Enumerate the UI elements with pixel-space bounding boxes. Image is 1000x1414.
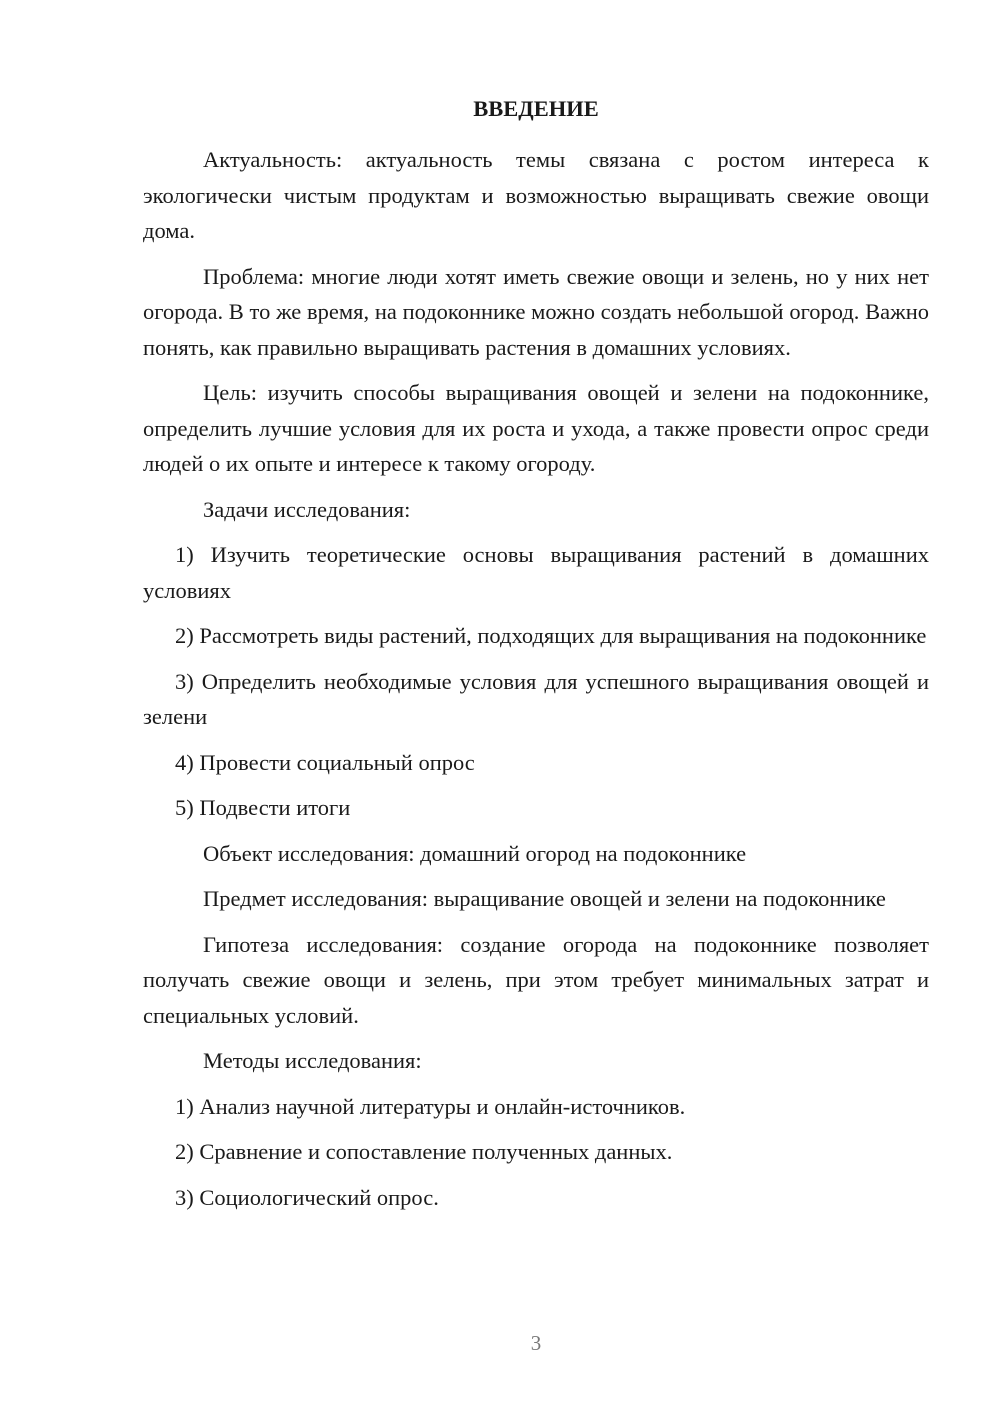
subject-paragraph: Предмет исследования: выращивание овощей и зелени на подоконнике bbox=[203, 886, 886, 911]
actuality-paragraph: Актуальность: актуальность темы связана с ростом интереса к экологически чистым продуктам и возможностью выращивать свежие овощи дома. bbox=[143, 147, 929, 243]
object-paragraph: Объект исследования: домашний огород на подоконнике bbox=[203, 840, 747, 866]
hypothesis-paragraph: Гипотеза исследования: создание огорода на подоконнике позволяет получать свежие овощи и зелень, при этом требует минимальных затрат и специальных условий. bbox=[143, 931, 929, 1028]
page-title: ВВЕДЕНИЕ bbox=[473, 96, 599, 121]
methods-heading: Методы исследования: bbox=[203, 1048, 422, 1073]
task-item-4: 4) Провести социальный опрос bbox=[175, 749, 475, 775]
method-item-1: 1) Анализ научной литературы и онлайн-источников. bbox=[175, 1093, 686, 1119]
goal-paragraph: Цель: изучить способы выращивания овощей и зелени на подоконнике, определить лучшие условия для их роста и ухода, а также провести опрос среди людей о их опыте и интересе к такому огороду. bbox=[143, 380, 929, 476]
task-item-2: 2) Рассмотреть виды растений, подходящих для выращивания на подоконнике bbox=[175, 623, 927, 648]
page-number: 3 bbox=[530, 1331, 542, 1355]
task-item-1: 1) Изучить теоретические основы выращивания растений в домашних условиях bbox=[143, 542, 929, 603]
method-item-2: 2) Сравнение и сопоставление полученных данных. bbox=[175, 1139, 673, 1164]
tasks-heading: Задачи исследования: bbox=[203, 496, 411, 522]
task-item-5: 5) Подвести итоги bbox=[175, 795, 351, 820]
task-item-3: 3) Определить необходимые условия для успешного выращивания овощей и зелени bbox=[143, 668, 929, 729]
problem-paragraph: Проблема: многие люди хотят иметь свежие овощи и зелень, но у них нет огорода. В то же время, на подоконнике можно создать небольшой огород. Важно понять, как правильно выращивать растения в домашних условиях. bbox=[143, 263, 929, 360]
method-item-3: 3) Социологический опрос. bbox=[175, 1184, 439, 1210]
document-page bbox=[143, 90, 929, 1225]
